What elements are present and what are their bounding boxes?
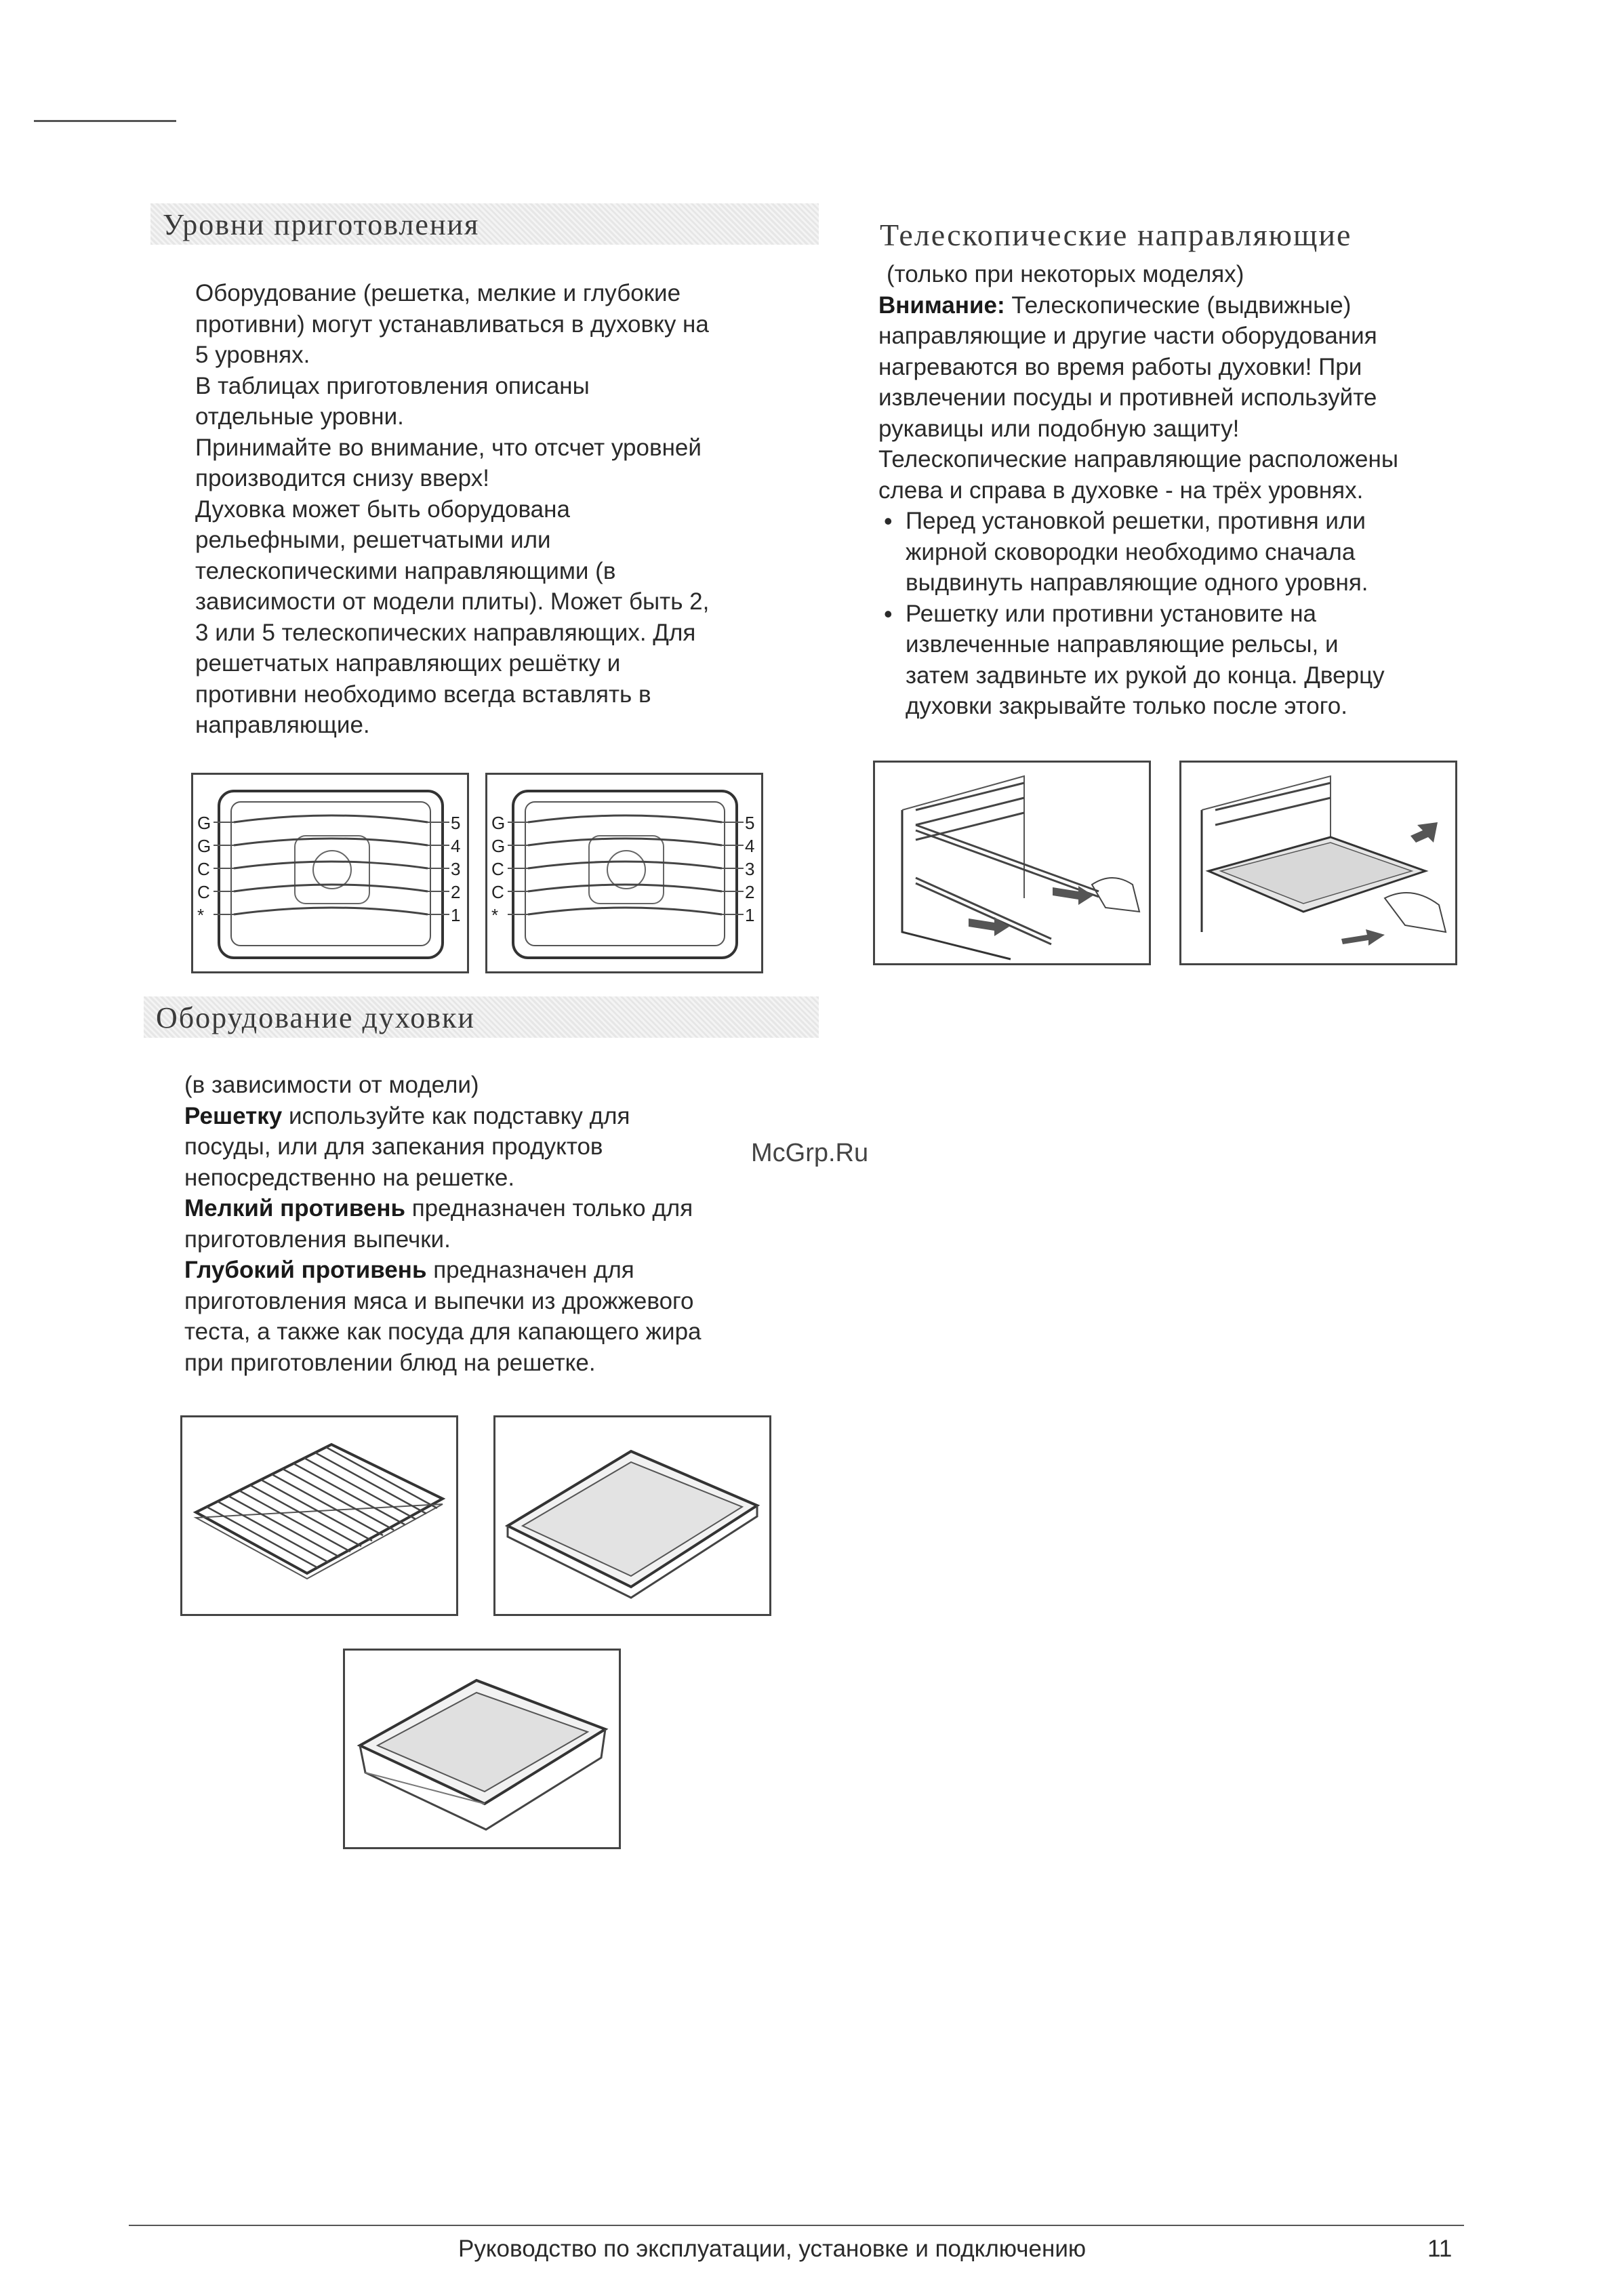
diagram-number: 1 xyxy=(451,905,461,925)
oven-levels-diagram-right xyxy=(485,773,763,973)
diagram-number: 2 xyxy=(451,882,461,902)
diagram-label: G xyxy=(491,836,506,856)
diagram-label: G xyxy=(197,836,211,856)
diagram-number: 5 xyxy=(451,813,461,833)
top-rule xyxy=(34,120,176,122)
diagram-number: 2 xyxy=(745,882,755,902)
telescopic-tray-figure xyxy=(1179,761,1457,965)
watermark: McGrp.Ru xyxy=(751,1139,869,1167)
oven-levels-diagram-left xyxy=(191,773,469,973)
equipment-heading: Оборудование духовки xyxy=(144,996,819,1038)
diagram-number: 5 xyxy=(745,813,755,833)
page-number: 11 xyxy=(1427,2236,1453,2262)
telescopic-rail-figure xyxy=(873,761,1151,965)
diagram-number: 1 xyxy=(745,905,755,925)
diagram-label: C xyxy=(197,859,210,879)
diagram-label: G xyxy=(491,813,506,833)
deep-tray-figure xyxy=(343,1649,621,1849)
footer-rule xyxy=(129,2225,1464,2226)
telescopic-heading: Телескопические направляющие xyxy=(880,218,1352,252)
warning-label: Внимание: xyxy=(878,291,1005,319)
diagram-label: * xyxy=(491,905,499,925)
diagram-label: C xyxy=(491,859,504,879)
grid-rack-figure xyxy=(180,1415,458,1616)
footer-text: Руководство по эксплуатации, установке и подключению xyxy=(458,2236,1087,2262)
shallow-tray-term: Мелкий противень xyxy=(184,1195,405,1221)
list-item: • Решетку или противни установите на извлеченные направляющие рельсы, и затем задвиньте их рукой до конца. Дверцу духовки закрывайте только после этого. xyxy=(878,599,1556,722)
diagram-label: C xyxy=(197,882,210,902)
diagram-label: G xyxy=(197,813,211,833)
list-item: • Перед установкой решетки, противня или жирной сковородки необходимо сначала выдвинуть направляющие одного уровня. xyxy=(878,506,1556,599)
telescopic-text: (только при некоторых моделях) Внимание: Телескопические (выдвижные) направляющие и другие части оборудования нагреваются во время работы духовки! При извлечении посуды и противней используйте рукавицы или подобную защиту! Телескопические направляющие расположены слева и справа в духовке - на трёх уровнях. • Перед установкой решетки, противня или жирной сковородки необходимо сначала выдвинуть направляющие одного уровня. • Решетку или противни установите на извлеченные направляющие рельсы, и затем задвиньте их рукой до конца. Дверцу духовки закрывайте только после этого. xyxy=(878,259,1556,722)
diagram-number: 4 xyxy=(451,836,461,856)
levels-text: Оборудование (решетка, мелкие и глубокие противни) могут устанавливаться в духовку на 5 уровнях. В таблицах приготовления описаны отдельные уровни. Принимайте во внимание, что отсчет уровней производится снизу вверх! Духовка может быть оборудована рельефными, решетчатыми или телескопическими направляющими (в зависимости от модели плиты). Может быть 2, 3 или 5 телескопических направляющих. Для решетчатых направляющих решётку и противни необходимо всегда вставлять в направляющие. xyxy=(195,280,710,738)
diagram-label: * xyxy=(197,905,205,925)
diagram-number: 4 xyxy=(745,836,755,856)
grid-term: Решетку xyxy=(184,1102,283,1129)
levels-heading: Уровни приготовления xyxy=(150,203,819,245)
diagram-label: C xyxy=(491,882,504,902)
diagram-number: 3 xyxy=(451,859,461,879)
shallow-tray-figure xyxy=(493,1415,771,1616)
deep-tray-term: Глубокий противень xyxy=(184,1257,427,1283)
diagram-number: 3 xyxy=(745,859,755,879)
equipment-text: (в зависимости от модели) Решетку используйте как подставку для посуды, или для запекания продуктов непосредственно на решетке. Мелкий противень предназначен только для приготовления выпечки. Глубокий противень предназначен для приготовления мяса и выпечки из дрожжевого теста, а также как посуда для капающего жира при приготовлении блюд на решетке. xyxy=(184,1072,702,1376)
